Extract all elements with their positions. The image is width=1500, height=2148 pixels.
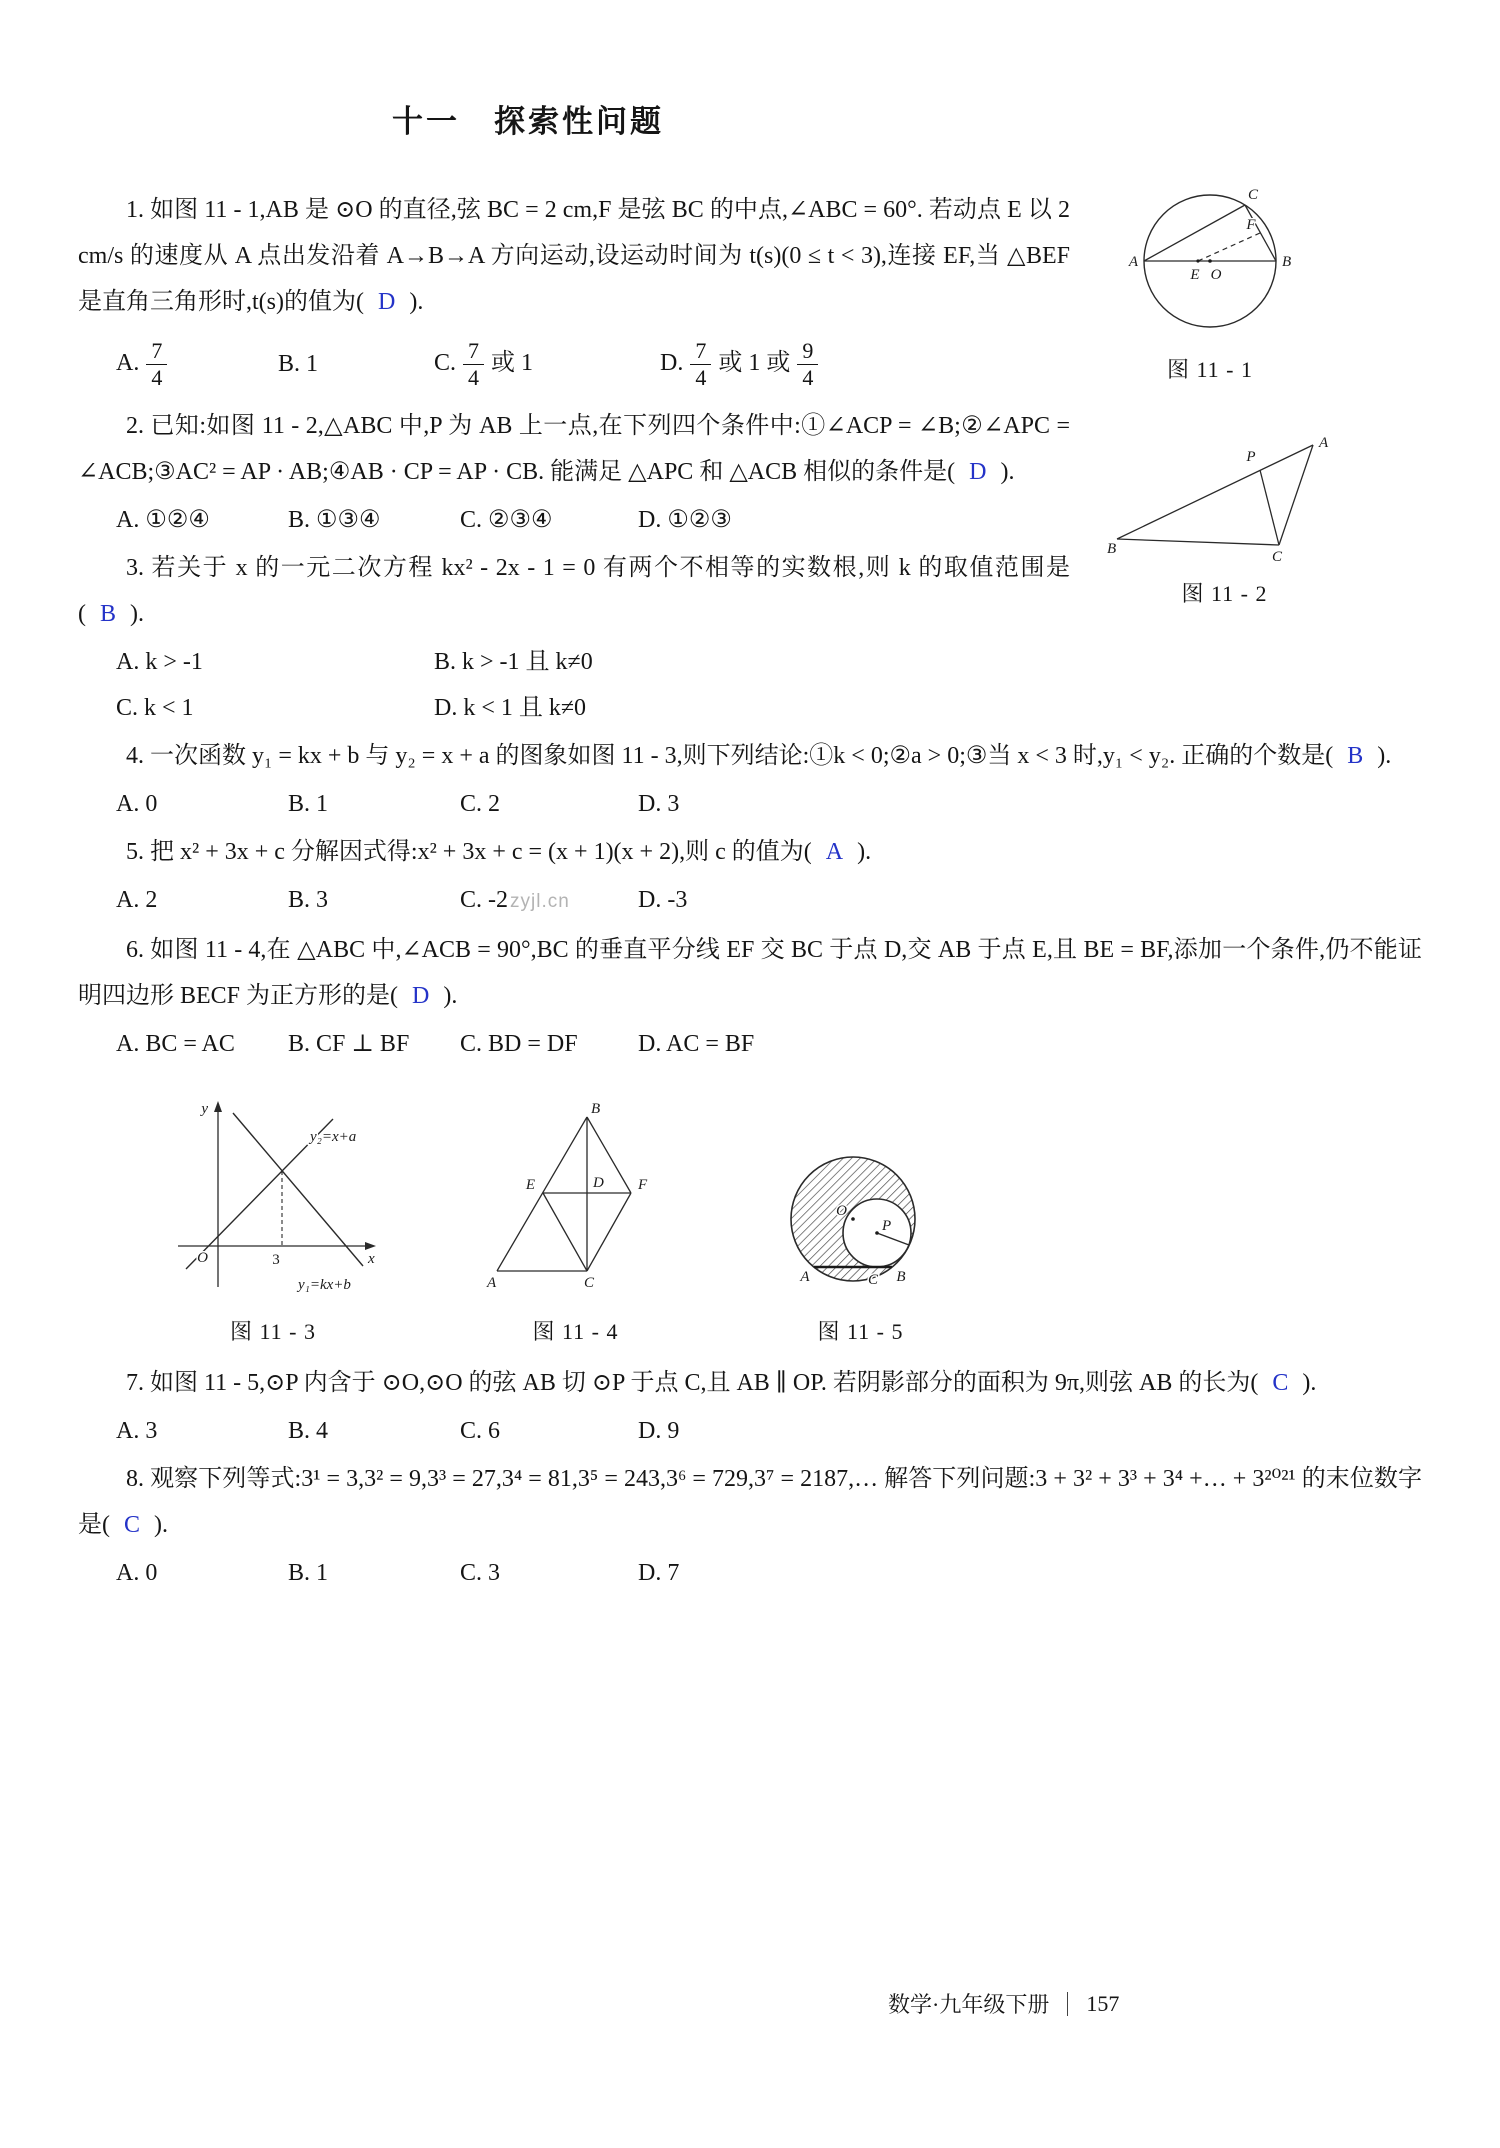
problem-5-answer: A <box>825 839 844 865</box>
option-b: B. CF ⊥ BF <box>288 1031 410 1057</box>
fraction-numerator: 7 <box>151 337 163 363</box>
option-c: C. k < 1 <box>116 695 194 721</box>
point-label-d: D <box>593 1175 604 1191</box>
option-d: D. k < 1 且 k≠0 <box>434 695 587 721</box>
problem-4-text: 4. 一次函数 y₁ = kx + b 与 y₂ = x + a 的图象如图 11 - 3,则下列结论:①k < 0;②a > 0;③当 x < 3 时,y₁ < y₂. 正确的个数是( <box>126 743 1334 769</box>
option-c <box>434 339 660 390</box>
point-label-b: B <box>1107 541 1117 557</box>
problem-1-close: ). <box>409 289 424 315</box>
problem-5-stem <box>78 829 1422 875</box>
fraction-denominator: 4 <box>463 364 484 390</box>
problem-1-answer: D <box>377 289 396 315</box>
option-d-middle: 或 1 或 <box>718 349 791 376</box>
problem-8-options <box>78 1550 1422 1596</box>
line-label-y2: y₂=x+a <box>310 1129 357 1145</box>
fraction-9-4 <box>797 339 818 390</box>
figure-11-2 <box>1107 433 1342 608</box>
option-c-text: C. -2 <box>460 887 508 913</box>
figure-11-1-caption: 图 11 - 1 <box>1166 357 1253 382</box>
point-label-e: E <box>525 1177 535 1193</box>
problem-5-text: 5. 把 x² + 3x + c 分解因式得:x² + 3x + c = (x + 1)(x + 2),则 c 的值为( <box>126 839 812 865</box>
option-a: A. BC = AC <box>116 1031 235 1057</box>
option-c: C. 3 <box>460 1560 501 1586</box>
figure-11-1 <box>1110 173 1310 384</box>
problem-7-close: ). <box>1302 1370 1317 1396</box>
problem-6-answer: D <box>412 983 430 1009</box>
option-b: B. 1 <box>278 350 319 377</box>
page-title: 十一 探索性问题 <box>392 104 664 139</box>
point-label-o: O <box>836 1203 847 1219</box>
option-b: B. 1 <box>288 791 329 817</box>
option-d: D. AC = BF <box>638 1031 755 1057</box>
figure-11-5-diagram <box>763 1153 958 1303</box>
point-label-a: A <box>1319 435 1329 451</box>
problem-3-text: 3. 若关于 x 的一元二次方程 kx² - 2x - 1 = 0 有两个不相等的实数根,则 k 的取值范围是( <box>78 555 1070 627</box>
fraction-7-4 <box>463 339 484 390</box>
problem-1-text: 1. 如图 11 - 1,AB 是 ⊙O 的直径,弦 BC = 2 cm,F 是弦 BC 的中点,∠ABC = 60°. 若动点 E 以 2 cm/s 的速度从 A 点出发沿着 A→B→A 方向运动,设运动时间为 t(s)(0 ≤ t < 3),连接 EF,当 △BEF 是直角三角形时,t(s)的值为( <box>78 197 1070 315</box>
problem-6-text: 6. 如图 11 - 4,在 △ABC 中,∠ACB = 90°,BC 的垂直平分线 EF 交 BC 于点 D,交 AB 于点 E,且 BE = BF,添加一个条件,仍不能证明四边形 BECF 为正方形的是( <box>78 937 1422 1009</box>
problem-3-close: ). <box>130 601 145 627</box>
problem-4-options <box>78 781 1422 827</box>
problem-4-answer: B <box>1347 743 1364 769</box>
problem-4-close: ). <box>1377 743 1392 769</box>
option-d: D. 7 <box>638 1560 680 1586</box>
option-b: B. k > -1 且 k≠0 <box>434 649 593 675</box>
point-label-c: C <box>1248 187 1259 203</box>
problem-8-stem <box>78 1456 1422 1548</box>
figure-11-5-caption: 图 11 - 5 <box>817 1319 904 1344</box>
problem-2-text: 2. 已知:如图 11 - 2,△ABC 中,P 为 AB 上一点,在下列四个条件中:①∠ACP = ∠B;②∠APC = ∠ACB;③AC² = AP · AB;④AB · CP = AP · CB. 能满足 △APC 和 △ACB 相似的条件是( <box>78 413 1070 485</box>
fraction-7-4 <box>146 339 167 390</box>
problem-7-stem <box>78 1360 1422 1406</box>
figures-row <box>78 1091 1422 1346</box>
problem-6-close: ). <box>443 983 458 1009</box>
option-d: D. -3 <box>638 887 688 913</box>
option-a: A. 2 <box>116 887 158 913</box>
point-label-f: F <box>1246 217 1256 233</box>
line-label-y1: y₁=kx+b <box>298 1277 351 1293</box>
problem-7-answer: C <box>1272 1370 1289 1396</box>
option-c: C. 6 <box>460 1418 501 1444</box>
problem-8-text: 8. 观察下列等式:3¹ = 3,3² = 9,3³ = 27,3⁴ = 81,3⁵ = 243,3⁶ = 729,3⁷ = 2187,… 解答下列问题:3 + 3² + 3³ + 3⁴ +… + 3²⁰²¹ 的末位数字是( <box>78 1466 1422 1538</box>
point-label-c: C <box>1271 549 1283 565</box>
point-label-a: A <box>1128 254 1138 270</box>
figure-11-1-diagram <box>1110 173 1310 341</box>
option-d: D. 9 <box>638 1418 680 1444</box>
figure-11-3 <box>158 1091 388 1346</box>
fraction-denominator: 4 <box>690 364 711 390</box>
option-c-suffix: 或 1 <box>491 349 534 376</box>
problem-3-answer: B <box>100 601 117 627</box>
option-d-label: D. <box>660 349 684 376</box>
figure-11-4 <box>483 1103 668 1346</box>
option-a: A. 0 <box>116 1560 158 1586</box>
figure-11-4-diagram <box>483 1103 668 1303</box>
page-footer <box>888 1988 1119 2019</box>
fraction-numerator: 9 <box>802 337 814 363</box>
figure-11-3-diagram <box>158 1091 388 1303</box>
problem-2-close: ). <box>1000 459 1015 485</box>
option-d: D. 3 <box>638 791 680 817</box>
problem-5-close: ). <box>857 839 872 865</box>
point-label-e: E <box>1190 267 1200 283</box>
option-b: B. 4 <box>288 1418 329 1444</box>
problem-3-options <box>78 639 1422 731</box>
option-c: C. BD = DF <box>460 1031 578 1057</box>
point-label-b: B <box>1282 254 1292 270</box>
tick-label-3: 3 <box>272 1252 280 1268</box>
figure-11-2-caption: 图 11 - 2 <box>1181 581 1268 606</box>
fraction-7-4 <box>690 339 711 390</box>
problem-2-stem <box>78 403 1070 495</box>
option-d: D. ①②③ <box>638 507 732 533</box>
option-b: B. 1 <box>288 1560 329 1586</box>
option-b: B. 3 <box>288 887 329 913</box>
problems-1-to-3 <box>78 187 1422 731</box>
axis-label-x: x <box>368 1251 375 1267</box>
fraction-denominator: 4 <box>146 364 167 390</box>
problem-8-close: ). <box>154 1512 169 1538</box>
problem-7-options <box>78 1408 1422 1454</box>
option-a-label: A. <box>116 349 140 376</box>
fraction-denominator: 4 <box>797 364 818 390</box>
figure-11-5 <box>763 1153 958 1346</box>
option-a: A. k > -1 <box>116 649 203 675</box>
figure-11-3-caption: 图 11 - 3 <box>229 1319 316 1344</box>
footer-book-title: 数学·九年级下册 <box>888 1992 1050 2017</box>
fraction-numerator: 7 <box>695 337 707 363</box>
problem-3-stem <box>78 545 1070 637</box>
fraction-numerator: 7 <box>468 337 480 363</box>
point-label-f: F <box>638 1177 648 1193</box>
origin-label: O <box>197 1250 208 1266</box>
problem-6-options <box>78 1021 1422 1067</box>
point-label-b: B <box>896 1269 906 1285</box>
problem-8-answer: C <box>124 1512 141 1538</box>
option-c: C. 2 <box>460 791 501 817</box>
point-label-c: C <box>583 1275 595 1291</box>
footer-divider <box>1067 1992 1068 2016</box>
point-label-b: B <box>591 1103 601 1117</box>
problem-6-stem <box>78 927 1422 1019</box>
point-label-a: A <box>800 1269 810 1285</box>
problem-5-options <box>78 877 1422 925</box>
point-label-p: P <box>882 1218 892 1234</box>
problem-2-answer: D <box>969 459 987 485</box>
figure-11-2-diagram <box>1107 433 1342 565</box>
problem-4-stem <box>78 733 1422 779</box>
option-a: A. 3 <box>116 1418 158 1444</box>
option-c: C. ②③④ <box>460 507 553 533</box>
watermark-text: zyjl.cn <box>510 891 570 912</box>
problem-1-stem <box>78 187 1070 325</box>
option-a: A. 0 <box>116 791 158 817</box>
option-b: B. ①③④ <box>288 507 381 533</box>
point-label-a: A <box>487 1275 497 1291</box>
option-c-label: C. <box>434 349 457 376</box>
figure-11-4-caption: 图 11 - 4 <box>532 1319 619 1344</box>
option-a <box>116 339 278 390</box>
point-label-p: P <box>1246 449 1256 465</box>
point-label-o: O <box>1210 267 1222 283</box>
footer-page-number: 157 <box>1086 1990 1120 2016</box>
option-c <box>460 877 638 925</box>
point-label-c: C <box>867 1272 879 1288</box>
option-a: A. ①②④ <box>116 507 210 533</box>
axis-label-y: y <box>201 1101 208 1117</box>
problem-7-text: 7. 如图 11 - 5,⊙P 内含于 ⊙O,⊙O 的弦 AB 切 ⊙P 于点 C,且 AB ∥ OP. 若阴影部分的面积为 9π,则弦 AB 的长为( <box>126 1370 1259 1396</box>
